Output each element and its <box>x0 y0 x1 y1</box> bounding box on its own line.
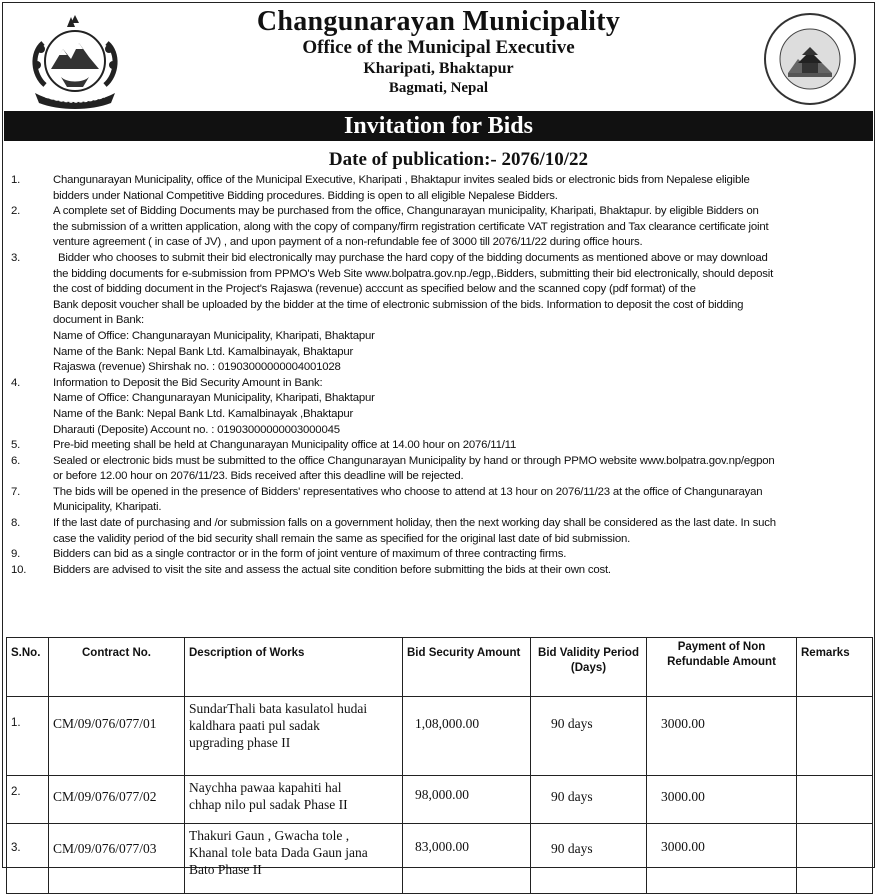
clause-line: Name of the Bank: Nepal Bank Ltd. Kamalbinayak ,Bhaktapur <box>53 407 354 420</box>
clause-text <box>53 516 874 547</box>
clause-list <box>3 173 874 578</box>
clause-line: the bidding documents for e-submission from PPMO's Web Site www.bolpatra.gov.np./egp,.Bidders, submitting their bid electronically, should deposit <box>53 267 774 280</box>
clause-number: 8. <box>11 517 21 530</box>
clause-text <box>53 376 874 438</box>
clause-number: 9. <box>11 548 21 561</box>
clause-number: 2. <box>11 205 21 218</box>
cell-remarks <box>797 824 873 894</box>
description-line: Khanal tole bata Dada Gaun jana <box>189 845 368 860</box>
clause-number: 5. <box>11 439 21 452</box>
clause-line: Bidders are advised to visit the site and assess the actual site condition before submitting the bids at their own cost. <box>53 563 611 576</box>
description-line: Naychha pawaa kapahiti hal <box>189 780 342 795</box>
publication-date: Date of publication:- 2076/10/22 <box>328 149 589 170</box>
header-text <box>133 7 744 97</box>
cell-remarks <box>797 776 873 824</box>
clause-number: 4. <box>11 376 21 389</box>
clause-4 <box>3 376 874 438</box>
cell-sno: 2. <box>7 776 49 824</box>
clause-number: 7. <box>11 485 21 498</box>
clause-text <box>53 563 874 579</box>
clause-number: 1. <box>11 174 21 186</box>
table-row <box>7 776 873 824</box>
clause-text <box>53 204 874 251</box>
cell-contract-no: CM/09/076/077/02 <box>49 776 185 824</box>
clause-6 <box>3 454 874 485</box>
cell-contract-no: CM/09/076/077/03 <box>49 824 185 894</box>
header-payment-line1: Payment of Non <box>677 641 766 653</box>
clause-line: case the validity period of the bid security shall remain the same as specified for the original last date of bid submission. <box>53 532 631 545</box>
clause-line: Pre-bid meeting shall be held at Changunarayan Municipality office at 14.00 hour on 2076/11/11 <box>53 439 517 452</box>
header-bid-validity-line2: (Days) <box>570 662 607 674</box>
clause-number: 3. <box>11 251 21 264</box>
cell-payment: 3000.00 <box>647 824 797 894</box>
cell-payment: 3000.00 <box>647 776 797 824</box>
table-row <box>7 697 873 776</box>
office-name: Office of the Municipal Executive <box>302 37 575 58</box>
clause-line: Information to Deposit the Bid Security Amount in Bank: <box>53 376 323 389</box>
clause-line: Bidder who chooses to submit their bid electronically may purchase the hard copy of the bidding documents as mentioned above or may download <box>58 251 768 264</box>
cell-bid-validity: 90 days <box>531 697 647 776</box>
table-header-row <box>7 638 873 697</box>
clause-line: Rajaswa (revenue) Shirshak no. : 01903000000004001028 <box>53 361 341 374</box>
cell-bid-security: 83,000.00 <box>403 824 531 894</box>
notice-page <box>2 2 875 877</box>
bids-table <box>6 637 873 894</box>
header-contract-no: Contract No. <box>49 638 185 697</box>
clause-line: Dharauti (Deposite) Account no. : 01903000000003000045 <box>53 423 340 436</box>
clause-line: venture agreement ( in case of JV) , and upon payment of a non-refundable fee of 3000 till 2076/11/22 during office hours. <box>53 236 643 249</box>
clause-5 <box>3 438 874 454</box>
clause-8 <box>3 516 874 547</box>
nepal-emblem-icon <box>21 13 129 113</box>
banner-title: Invitation for Bids <box>4 111 873 141</box>
cell-remarks <box>797 697 873 776</box>
clause-line: the submission of a written application, along with the copy of company/firm registration certificate VAT registration and Tax clearance certificate joint <box>53 220 769 233</box>
clause-1 <box>3 173 874 204</box>
clause-line: Changunarayan Municipality, office of the Municipal Executive, Kharipati , Bhaktapur invites sealed bids or electronic bids from Nepalese eligible <box>53 174 750 186</box>
header-remarks: Remarks <box>797 638 873 697</box>
header-payment <box>647 638 797 697</box>
cell-description <box>185 824 403 894</box>
table-row <box>7 824 873 894</box>
cell-description <box>185 697 403 776</box>
clause-text <box>53 251 874 376</box>
clause-line: The bids will be opened in the presence of Bidders' representatives who choose to attend at 13 hour on 2076/11/23 at the office of Changunarayan <box>53 485 763 498</box>
clause-number: 6. <box>11 454 21 467</box>
clause-line: bidders under National Competitive Bidding procedures. Bidding is open to all eligible Nepalese Bidders. <box>53 189 558 202</box>
clause-text <box>53 547 874 563</box>
cell-payment: 3000.00 <box>647 697 797 776</box>
cell-bid-validity: 90 days <box>531 824 647 894</box>
clause-line: If the last date of purchasing and /or submission falls on a government holiday, then the next working day shall be considered as the last date. In such <box>53 517 776 530</box>
clause-line: Municipality, Kharipati. <box>53 501 162 514</box>
cell-sno: 3. <box>7 824 49 894</box>
notice-header <box>3 3 874 111</box>
clause-line: Name of Office: Changunarayan Municipality, Kharipati, Bhaktapur <box>53 392 375 405</box>
clause-text <box>53 454 874 485</box>
description-line: upgrading phase II <box>189 735 291 750</box>
header-bid-security: Bid Security Amount <box>403 638 531 697</box>
clause-line: Bidders can bid as a single contractor or in the form of joint venture of maximum of three contracting firms. <box>53 548 567 561</box>
clause-text <box>53 173 874 204</box>
header-description: Description of Works <box>185 638 403 697</box>
header-bid-validity-line1: Bid Validity Period <box>538 647 639 659</box>
description-line: Thakuri Gaun , Gwacha tole , <box>189 828 350 843</box>
header-bid-validity <box>531 638 647 697</box>
organization-name: Changunarayan Municipality <box>256 6 621 37</box>
clause-7 <box>3 485 874 516</box>
clause-3 <box>3 251 874 376</box>
cell-bid-security: 98,000.00 <box>403 776 531 824</box>
municipality-seal-icon <box>762 11 858 107</box>
clause-line: Name of Office: Changunarayan Municipality, Kharipati, Bhaktapur <box>53 329 375 342</box>
cell-contract-no: CM/09/076/077/01 <box>49 697 185 776</box>
cell-bid-security: 1,08,000.00 <box>403 697 531 776</box>
description-line: kaldhara paati pul sadak <box>189 718 320 733</box>
description-line: SundarThali bata kasulatol hudai <box>189 701 368 716</box>
cell-sno: 1. <box>7 697 49 776</box>
clause-10 <box>3 563 874 579</box>
clause-text <box>53 485 874 516</box>
clause-text <box>53 438 874 454</box>
cell-description <box>185 776 403 824</box>
clause-line: the cost of bidding document in the Project's Rajaswa (revenue) acccunt as specified below and the scanned copy (pdf format) of the <box>53 283 696 296</box>
clause-line: Sealed or electronic bids must be submitted to the office Changunarayan Municipality by hand or through PPMO website www.bolpatra.gov.np/egpon <box>53 454 775 467</box>
clause-line: Bank deposit voucher shall be uploaded by the bidder at the time of electronic submission of the bids. Information to deposit the cost of bidding <box>53 298 744 311</box>
header-payment-line2: Refundable Amount <box>667 656 776 668</box>
clause-line: A complete set of Bidding Documents may be purchased from the office, Changunarayan municipality, Kharipati, Bhaktapur. by eligible Bidders on <box>53 205 759 218</box>
description-line: Bato Phase II <box>189 862 262 877</box>
clause-line: document in Bank: <box>53 314 144 327</box>
header-sno: S.No. <box>7 638 49 697</box>
clause-9 <box>3 547 874 563</box>
description-line: chhap nilo pul sadak Phase II <box>189 797 348 812</box>
clause-number: 10. <box>11 563 27 576</box>
clause-line: or before 12.00 hour on 2076/11/23. Bids received after this deadline will be rejected. <box>53 470 464 483</box>
cell-bid-validity: 90 days <box>531 776 647 824</box>
clause-line: Name of the Bank: Nepal Bank Ltd. Kamalbinayak, Bhaktapur <box>53 345 354 358</box>
office-address: Kharipati, Bhaktapur <box>363 60 514 77</box>
office-region: Bagmati, Nepal <box>388 80 489 96</box>
clause-2 <box>3 204 874 251</box>
